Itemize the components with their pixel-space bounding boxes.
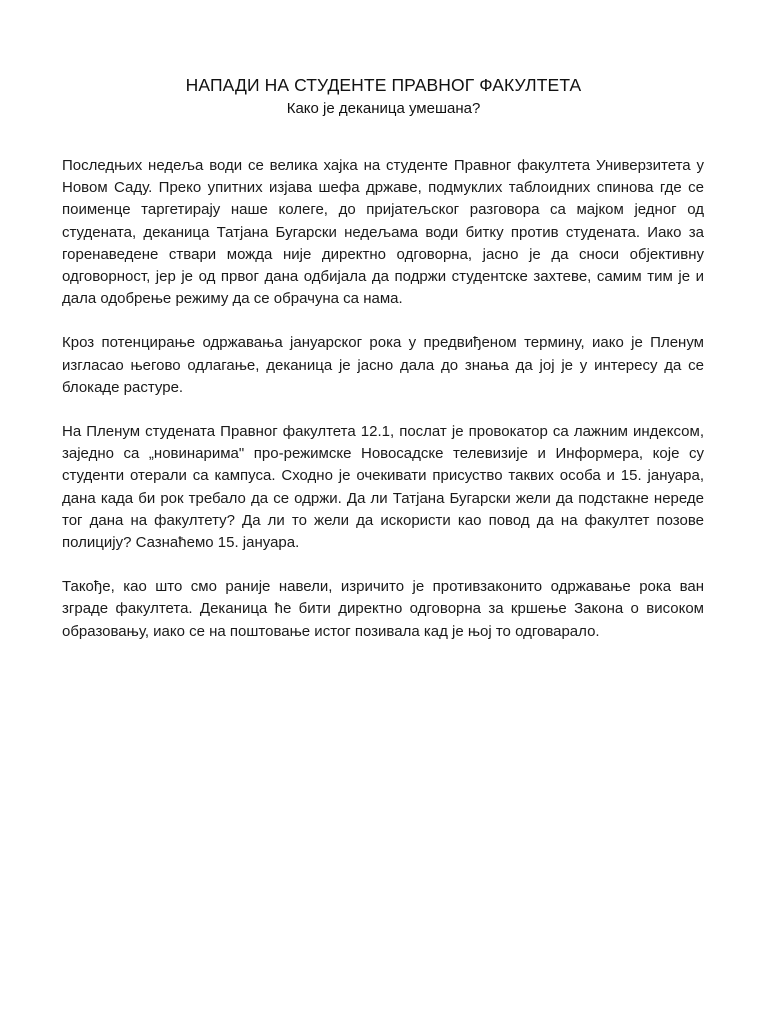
paragraph-3: На Пленум студената Правног факултета 12.1, послат је провокатор са лажним индексом, заједно са „новинарима" про-режимске Новосадске телевизије и Информера, које су студенти отерали са кампуса. Сходно је очекивати присуство таквих особа и 15. јануара, дана када би рок требало да се одржи. Да ли Татјана Бугарски жели да подстакне нереде тог дана на факултету? Да ли то жели да искористи као повод да на факултет позове полицију? Сазнаћемо 15. јануара. xyxy=(62,423,704,552)
paragraph-4: Такође, као што смо раније навели, изричито је противзаконито одржавање рока ван зграде факултета. Деканица ће бити директно одговорна за кршење Закона о високом образовању, иако се на поштовање истог позивала кад је њој то одговарало. xyxy=(62,578,704,640)
document-subtitle: Како је деканица умешана? xyxy=(286,100,481,117)
paragraph-2: Кроз потенцирање одржавања јануарског рока у предвиђеном термину, иако је Пленум изгласао његово одлагање, деканица је јасно дала до знања да јој је у интересу да се блокаде растуре. xyxy=(62,334,704,396)
document-body xyxy=(62,155,704,665)
document-title: НАПАДИ НА СТУДЕНТЕ ПРАВНОГ ФАКУЛТЕТА xyxy=(185,75,582,95)
paragraph-1: Последњих недеља води се велика хајка на студенте Правног факултета Универзитета у Новом Саду. Преко упитних изјава шефа државе, подмуклих таблоидних спинова где се поименце таргетирају наше колеге, до пријатељског разговора са мајком једног од студената, деканица Татјана Бугарски недељама води битку против студената. Иако за горенаведене ствари можда није директно одговорна, јасно је да сноси објективну одговорност, јер је од првог дана одбијала да подржи студентске захтеве, самим тим је и дала одобрење режиму да се обрачуна са нама. xyxy=(62,157,704,308)
